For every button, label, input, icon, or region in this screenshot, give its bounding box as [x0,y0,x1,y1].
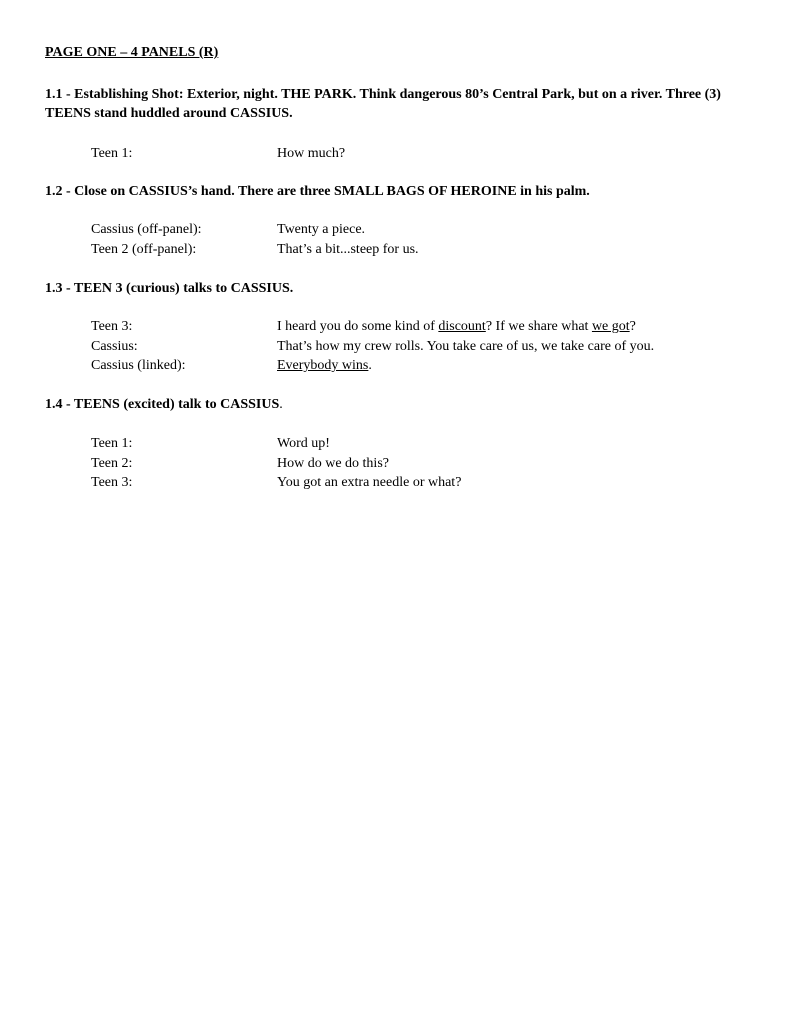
panel-1-2-description: 1.2 - Close on CASSIUS’s hand. There are three SMALL BAGS OF HEROINE in his palm. [45,184,590,199]
panel-1-2-dialogue-2 [91,240,731,259]
panel-1-4-dialogue-1 [91,434,731,453]
panel-1-3-description: 1.3 - TEEN 3 (curious) talks to CASSIUS. [45,281,294,296]
speech-part: . [368,358,372,373]
panel-1-4-dialogue-2 [91,454,731,473]
page-heading: PAGE ONE – 4 PANELS (R) [45,45,219,60]
speaker: Teen 2 (off-panel): [91,242,197,257]
speaker: Teen 3: [91,319,133,334]
panel-1-3-dialogue-2 [91,337,731,356]
speech: Twenty a piece. [277,222,366,237]
speaker: Teen 2: [91,456,133,471]
speech [277,317,636,336]
speech: Word up! [277,436,330,451]
speech: How much? [277,146,346,161]
speaker: Teen 1: [91,436,133,451]
panel-1-2-dialogue-1 [91,220,731,239]
underlined-word: Everybody wins [277,358,369,373]
panel-1-1-description: 1.1 - Establishing Shot: Exterior, night. THE PARK. Think dangerous 80’s Central Park, but on a river. Three (3) TEENS stand huddled around CASSIUS. [45,87,721,121]
speaker: Cassius: [91,339,138,354]
panel-1-3-dialogue-1 [91,317,731,336]
speaker: Cassius (linked): [91,358,186,373]
speech: How do we do this? [277,456,389,471]
speech: That’s how my crew rolls. You take care of us, we take care of you. [277,339,655,354]
speech-part: ? [629,319,636,334]
panel-1-4-dialogue-3 [91,473,731,492]
description-tail: . [279,397,283,412]
speaker: Cassius (off-panel): [91,222,202,237]
panel-1-1-dialogue-1 [91,144,731,163]
speaker: Teen 3: [91,475,133,490]
speaker: Teen 1: [91,146,133,161]
underlined-word: discount [438,319,486,334]
panel-1-4-description [45,395,745,414]
speech: That’s a bit...steep for us. [277,242,419,257]
description-bold: 1.4 - TEENS (excited) talk to CASSIUS [45,397,280,412]
speech: You got an extra needle or what? [277,475,462,490]
speech [277,356,372,375]
panel-1-3-dialogue-3 [91,356,731,375]
speech-part: ? If we share what [485,319,592,334]
underlined-word: we got [591,319,630,334]
speech-part: I heard you do some kind of [277,319,439,334]
